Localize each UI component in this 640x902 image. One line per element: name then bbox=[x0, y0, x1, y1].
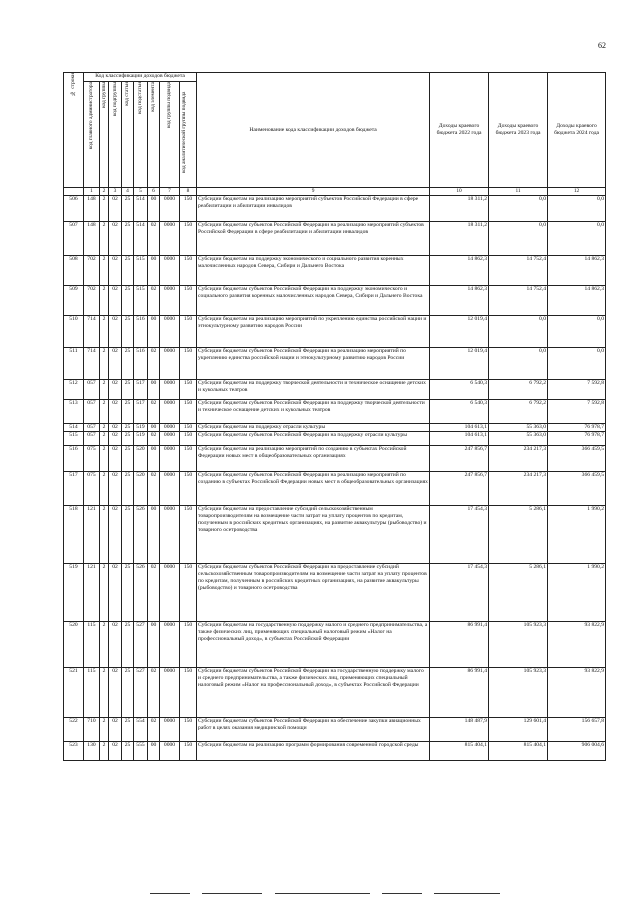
column-number: 12 bbox=[548, 188, 606, 196]
amount-cell: 247 856,7 bbox=[430, 446, 489, 472]
code-cell: 150 bbox=[180, 196, 197, 222]
amount-cell: 14 862,3 bbox=[548, 256, 606, 286]
header-code-col: код подстатьи bbox=[134, 82, 148, 188]
code-cell: 150 bbox=[180, 622, 197, 668]
code-cell: 516 bbox=[134, 316, 148, 348]
code-cell: 2 bbox=[100, 742, 109, 761]
code-cell: 0000 bbox=[160, 424, 180, 432]
table-row bbox=[64, 380, 606, 400]
amount-cell: 18 311,2 bbox=[430, 222, 489, 256]
amount-cell: 6 792,2 bbox=[489, 400, 548, 424]
table-row bbox=[64, 472, 606, 506]
income-name-cell: Субсидии бюджетам на поддержку экономического и социального развития коренных малочисленных народов Севера, Сибири и Дальнего Востока bbox=[197, 256, 430, 286]
code-cell: 115 bbox=[84, 668, 100, 718]
code-cell: 0000 bbox=[160, 400, 180, 424]
code-cell: 057 bbox=[84, 400, 100, 424]
header-code-col: код элемента bbox=[148, 82, 160, 188]
code-cell: 25 bbox=[122, 424, 134, 432]
column-number: 11 bbox=[489, 188, 548, 196]
code-cell: 02 bbox=[109, 380, 122, 400]
code-cell: 517 bbox=[134, 380, 148, 400]
code-cell: 150 bbox=[180, 222, 197, 256]
income-name-cell: Субсидии бюджетам субъектов Российской Федерации на предоставление субсидий сельскохозяйственным товаропроизводителям на возмещение части затрат на уплату процентов по кредитам, полученным в российских кредитных организациях, на развитие аквакультуры (рыбоводство) и товарного осетроводства bbox=[197, 564, 430, 622]
income-name-cell: Субсидии бюджетам субъектов Российской Федерации на поддержку экономического и социального развития коренных малочисленных народов Севера, Сибири и Дальнего Востока bbox=[197, 286, 430, 316]
code-cell: 25 bbox=[122, 742, 134, 761]
code-cell: 02 bbox=[109, 432, 122, 446]
table-row bbox=[64, 424, 606, 432]
code-cell: 521 bbox=[64, 668, 84, 718]
code-cell: 00 bbox=[148, 316, 160, 348]
income-name-cell: Субсидии бюджетам на предоставление субсидий сельскохозяйственным товаропроизводителям на возмещение части затрат на уплату процентов по кредитам, полученным в российских кредитных организациях, на развитие аквакультуры (рыбоводство) и товарного осетроводства bbox=[197, 506, 430, 564]
amount-cell: 5 286,1 bbox=[489, 564, 548, 622]
code-cell: 02 bbox=[109, 742, 122, 761]
header-code-col: код главного администратора bbox=[84, 82, 100, 188]
amount-cell: 6 540,3 bbox=[430, 380, 489, 400]
code-cell: 00 bbox=[148, 742, 160, 761]
code-cell: 0000 bbox=[160, 742, 180, 761]
code-cell: 057 bbox=[84, 424, 100, 432]
code-cell: 507 bbox=[64, 222, 84, 256]
amount-cell: 6 540,3 bbox=[430, 400, 489, 424]
code-cell: 526 bbox=[134, 564, 148, 622]
code-cell: 150 bbox=[180, 506, 197, 564]
code-cell: 25 bbox=[122, 622, 134, 668]
amount-cell: 0,0 bbox=[548, 196, 606, 222]
amount-cell: 17 454,3 bbox=[430, 564, 489, 622]
code-cell: 25 bbox=[122, 196, 134, 222]
amount-cell: 18 311,2 bbox=[430, 196, 489, 222]
code-cell: 517 bbox=[134, 400, 148, 424]
code-cell: 520 bbox=[134, 472, 148, 506]
code-cell: 25 bbox=[122, 400, 134, 424]
code-cell: 150 bbox=[180, 718, 197, 742]
code-cell: 150 bbox=[180, 256, 197, 286]
amount-cell: 55 363,0 bbox=[489, 424, 548, 432]
revenue-table bbox=[63, 72, 606, 761]
header-2024: Доходы краевого бюджета 2024 года bbox=[548, 73, 606, 188]
column-number: 8 bbox=[180, 188, 197, 196]
amount-cell: 14 862,3 bbox=[548, 286, 606, 316]
code-cell: 115 bbox=[84, 622, 100, 668]
code-cell: 057 bbox=[84, 380, 100, 400]
code-cell: 25 bbox=[122, 564, 134, 622]
column-number: 6 bbox=[148, 188, 160, 196]
code-cell: 150 bbox=[180, 446, 197, 472]
column-number: 2 bbox=[100, 188, 109, 196]
amount-cell: 906 004,6 bbox=[548, 742, 606, 761]
table-row bbox=[64, 506, 606, 564]
table-row bbox=[64, 718, 606, 742]
code-cell: 514 bbox=[134, 222, 148, 256]
amount-cell: 55 363,0 bbox=[489, 432, 548, 446]
code-cell: 506 bbox=[64, 196, 84, 222]
code-cell: 150 bbox=[180, 742, 197, 761]
code-cell: 523 bbox=[64, 742, 84, 761]
code-cell: 2 bbox=[100, 622, 109, 668]
amount-cell: 234 217,3 bbox=[489, 446, 548, 472]
code-cell: 519 bbox=[134, 432, 148, 446]
code-cell: 2 bbox=[100, 472, 109, 506]
header-2023: Доходы краевого бюджета 2023 года bbox=[489, 73, 548, 188]
code-cell: 02 bbox=[109, 286, 122, 316]
code-cell: 02 bbox=[109, 564, 122, 622]
amount-cell: 93 822,9 bbox=[548, 622, 606, 668]
amount-cell: 12 019,4 bbox=[430, 316, 489, 348]
code-cell: 25 bbox=[122, 668, 134, 718]
code-cell: 02 bbox=[109, 348, 122, 380]
amount-cell: 104 613,1 bbox=[430, 424, 489, 432]
code-cell: 2 bbox=[100, 286, 109, 316]
code-cell: 121 bbox=[84, 506, 100, 564]
column-number: 7 bbox=[160, 188, 180, 196]
code-cell: 0000 bbox=[160, 316, 180, 348]
amount-cell: 234 217,3 bbox=[489, 472, 548, 506]
column-number: 1 bbox=[84, 188, 100, 196]
code-cell: 509 bbox=[64, 286, 84, 316]
code-cell: 150 bbox=[180, 432, 197, 446]
code-cell: 527 bbox=[134, 622, 148, 668]
header-code-col: код группы подвида bbox=[160, 82, 180, 188]
amount-cell: 366 459,5 bbox=[548, 446, 606, 472]
code-cell: 0000 bbox=[160, 222, 180, 256]
code-cell: 2 bbox=[100, 400, 109, 424]
header-row-no: № строки bbox=[64, 73, 84, 188]
code-cell: 2 bbox=[100, 446, 109, 472]
code-cell: 25 bbox=[122, 256, 134, 286]
amount-cell: 148 487,9 bbox=[430, 718, 489, 742]
code-cell: 25 bbox=[122, 506, 134, 564]
header-code-col: код аналитической группы подвида bbox=[180, 82, 197, 188]
code-cell: 00 bbox=[148, 446, 160, 472]
income-name-cell: Субсидии бюджетам на государственную поддержку малого и среднего предпринимательства, а также физических лиц, применяющих специальный налоговый режим «Налог на профессиональный доход», в субъектах Российской Федерации bbox=[197, 622, 430, 668]
code-cell: 02 bbox=[109, 472, 122, 506]
code-cell: 00 bbox=[148, 256, 160, 286]
page-number: 62 bbox=[598, 41, 606, 50]
amount-cell: 366 459,5 bbox=[548, 472, 606, 506]
code-cell: 00 bbox=[148, 196, 160, 222]
income-name-cell: Субсидии бюджетам субъектов Российской Федерации на поддержку отрасли культуры bbox=[197, 432, 430, 446]
amount-cell: 156 657,8 bbox=[548, 718, 606, 742]
code-cell: 00 bbox=[148, 380, 160, 400]
code-cell: 02 bbox=[148, 668, 160, 718]
column-number: 5 bbox=[134, 188, 148, 196]
code-cell: 02 bbox=[109, 196, 122, 222]
code-cell: 2 bbox=[100, 380, 109, 400]
amount-cell: 76 978,7 bbox=[548, 424, 606, 432]
code-cell: 02 bbox=[109, 668, 122, 718]
amount-cell: 7 592,8 bbox=[548, 380, 606, 400]
code-cell: 2 bbox=[100, 316, 109, 348]
amount-cell: 7 592,8 bbox=[548, 400, 606, 424]
code-cell: 25 bbox=[122, 446, 134, 472]
code-cell: 02 bbox=[148, 222, 160, 256]
income-name-cell: Субсидии бюджетам субъектов Российской Федерации на государственную поддержку малого и среднего предпринимательства, а также физических лиц, применяющих специальный налоговый режим «Налог на профессиональный доход», в субъектах Российской Федерации bbox=[197, 668, 430, 718]
header-2022: Доходы краевого бюджета 2022 года bbox=[430, 73, 489, 188]
amount-cell: 1 990,2 bbox=[548, 506, 606, 564]
code-cell: 714 bbox=[84, 316, 100, 348]
code-cell: 511 bbox=[64, 348, 84, 380]
code-cell: 02 bbox=[109, 506, 122, 564]
code-cell: 25 bbox=[122, 380, 134, 400]
amount-cell: 815 404,1 bbox=[489, 742, 548, 761]
amount-cell: 5 286,1 bbox=[489, 506, 548, 564]
code-cell: 515 bbox=[134, 286, 148, 316]
code-cell: 527 bbox=[134, 668, 148, 718]
code-cell: 02 bbox=[148, 432, 160, 446]
code-cell: 25 bbox=[122, 348, 134, 380]
income-name-cell: Субсидии бюджетам субъектов Российской Федерации на поддержку творческой деятельности и техническое оснащение детских и кукольных театров bbox=[197, 400, 430, 424]
code-cell: 02 bbox=[148, 400, 160, 424]
code-cell: 150 bbox=[180, 348, 197, 380]
code-cell: 00 bbox=[148, 622, 160, 668]
footer-rules bbox=[150, 893, 500, 895]
code-cell: 710 bbox=[84, 718, 100, 742]
code-cell: 00 bbox=[148, 506, 160, 564]
code-cell: 0000 bbox=[160, 348, 180, 380]
code-cell: 2 bbox=[100, 256, 109, 286]
amount-cell: 76 978,7 bbox=[548, 432, 606, 446]
code-cell: 150 bbox=[180, 316, 197, 348]
code-cell: 514 bbox=[134, 196, 148, 222]
income-name-cell: Субсидии бюджетам на поддержку творческой деятельности и техническое оснащение детских и кукольных театров bbox=[197, 380, 430, 400]
code-cell: 2 bbox=[100, 432, 109, 446]
amount-cell: 14 862,3 bbox=[430, 286, 489, 316]
income-name-cell: Субсидии бюджетам субъектов Российской Федерации на обеспечение закупки авиационных работ в целях оказания медицинской помощи bbox=[197, 718, 430, 742]
code-cell: 0000 bbox=[160, 446, 180, 472]
income-name-cell: Субсидии бюджетам на реализацию программ формирования современной городской среды bbox=[197, 742, 430, 761]
code-cell: 02 bbox=[109, 316, 122, 348]
code-cell: 516 bbox=[64, 446, 84, 472]
code-cell: 02 bbox=[109, 256, 122, 286]
column-number: 3 bbox=[109, 188, 122, 196]
amount-cell: 105 923,3 bbox=[489, 622, 548, 668]
code-cell: 0000 bbox=[160, 472, 180, 506]
code-cell: 520 bbox=[134, 446, 148, 472]
amount-cell: 0,0 bbox=[489, 222, 548, 256]
code-cell: 02 bbox=[148, 718, 160, 742]
code-cell: 02 bbox=[109, 622, 122, 668]
column-numbers-row bbox=[64, 188, 606, 196]
code-cell: 25 bbox=[122, 286, 134, 316]
code-cell: 148 bbox=[84, 196, 100, 222]
header-code-col: код подгруппы bbox=[109, 82, 122, 188]
table-row bbox=[64, 348, 606, 380]
code-cell: 510 bbox=[64, 316, 84, 348]
amount-cell: 1 990,2 bbox=[548, 564, 606, 622]
table-row bbox=[64, 222, 606, 256]
amount-cell: 0,0 bbox=[548, 316, 606, 348]
code-cell: 2 bbox=[100, 196, 109, 222]
column-number: 10 bbox=[430, 188, 489, 196]
code-cell: 519 bbox=[64, 564, 84, 622]
table-row bbox=[64, 432, 606, 446]
code-cell: 150 bbox=[180, 424, 197, 432]
code-cell: 150 bbox=[180, 400, 197, 424]
code-cell: 0000 bbox=[160, 622, 180, 668]
code-cell: 520 bbox=[64, 622, 84, 668]
code-cell: 02 bbox=[148, 564, 160, 622]
code-cell: 02 bbox=[148, 472, 160, 506]
amount-cell: 0,0 bbox=[548, 222, 606, 256]
code-cell: 515 bbox=[64, 432, 84, 446]
code-cell: 121 bbox=[84, 564, 100, 622]
code-cell: 519 bbox=[134, 424, 148, 432]
income-name-cell: Субсидии бюджетам субъектов Российской Федерации на реализацию мероприятий субъектов Российской Федерации в сфере реабилитации и абилитации инвалидов bbox=[197, 222, 430, 256]
code-cell: 2 bbox=[100, 668, 109, 718]
code-cell: 25 bbox=[122, 222, 134, 256]
code-cell: 0000 bbox=[160, 380, 180, 400]
amount-cell: 247 856,7 bbox=[430, 472, 489, 506]
amount-cell: 12 019,4 bbox=[430, 348, 489, 380]
table-row bbox=[64, 564, 606, 622]
code-cell: 516 bbox=[134, 348, 148, 380]
code-cell: 512 bbox=[64, 380, 84, 400]
code-cell: 518 bbox=[64, 506, 84, 564]
amount-cell: 0,0 bbox=[489, 196, 548, 222]
code-cell: 02 bbox=[109, 222, 122, 256]
code-cell: 513 bbox=[64, 400, 84, 424]
code-cell: 714 bbox=[84, 348, 100, 380]
code-cell: 0000 bbox=[160, 432, 180, 446]
table-body bbox=[64, 196, 606, 761]
header-code-col: код группы bbox=[100, 82, 109, 188]
code-cell: 2 bbox=[100, 348, 109, 380]
column-number: 4 bbox=[122, 188, 134, 196]
code-cell: 075 bbox=[84, 472, 100, 506]
code-cell: 148 bbox=[84, 222, 100, 256]
code-cell: 508 bbox=[64, 256, 84, 286]
code-cell: 555 bbox=[134, 742, 148, 761]
column-number: 9 bbox=[197, 188, 430, 196]
header-name: Наименование кода классификации доходов бюджета bbox=[197, 73, 430, 188]
amount-cell: 86 991,4 bbox=[430, 668, 489, 718]
table-row bbox=[64, 742, 606, 761]
table-row bbox=[64, 668, 606, 718]
code-cell: 02 bbox=[109, 718, 122, 742]
code-cell: 2 bbox=[100, 718, 109, 742]
code-cell: 0000 bbox=[160, 668, 180, 718]
code-cell: 150 bbox=[180, 286, 197, 316]
code-cell: 0000 bbox=[160, 286, 180, 316]
code-cell: 702 bbox=[84, 286, 100, 316]
code-cell: 0000 bbox=[160, 256, 180, 286]
amount-cell: 104 613,1 bbox=[430, 432, 489, 446]
code-cell: 130 bbox=[84, 742, 100, 761]
amount-cell: 17 454,3 bbox=[430, 506, 489, 564]
code-cell: 02 bbox=[109, 400, 122, 424]
code-cell: 057 bbox=[84, 432, 100, 446]
code-cell: 2 bbox=[100, 222, 109, 256]
code-cell: 522 bbox=[64, 718, 84, 742]
amount-cell: 6 792,2 bbox=[489, 380, 548, 400]
income-name-cell: Субсидии бюджетам на поддержку отрасли культуры bbox=[197, 424, 430, 432]
table-row bbox=[64, 286, 606, 316]
code-cell: 02 bbox=[148, 348, 160, 380]
code-cell: 0000 bbox=[160, 564, 180, 622]
code-cell: 515 bbox=[134, 256, 148, 286]
code-cell: 2 bbox=[100, 564, 109, 622]
code-cell: 514 bbox=[64, 424, 84, 432]
code-cell: 702 bbox=[84, 256, 100, 286]
header-code-col: код статьи bbox=[122, 82, 134, 188]
amount-cell: 0,0 bbox=[548, 348, 606, 380]
income-name-cell: Субсидии бюджетам на реализацию мероприятий по созданию в субъектах Российской Федерации новых мест в общеобразовательных организациях bbox=[197, 446, 430, 472]
amount-cell: 0,0 bbox=[489, 348, 548, 380]
code-cell: 2 bbox=[100, 506, 109, 564]
code-cell: 25 bbox=[122, 472, 134, 506]
table-row bbox=[64, 622, 606, 668]
amount-cell: 14 752,4 bbox=[489, 256, 548, 286]
code-cell: 150 bbox=[180, 472, 197, 506]
code-cell: 00 bbox=[148, 424, 160, 432]
table-row bbox=[64, 256, 606, 286]
income-name-cell: Субсидии бюджетам на реализацию мероприятий субъектов Российской Федерации в сфере реабилитации и абилитации инвалидов bbox=[197, 196, 430, 222]
amount-cell: 93 822,9 bbox=[548, 668, 606, 718]
table-row bbox=[64, 446, 606, 472]
code-cell: 075 bbox=[84, 446, 100, 472]
code-cell: 0000 bbox=[160, 506, 180, 564]
income-name-cell: Субсидии бюджетам субъектов Российской Федерации на реализацию мероприятий по созданию в субъектах Российской Федерации новых мест в общеобразовательных организациях bbox=[197, 472, 430, 506]
code-cell: 0000 bbox=[160, 718, 180, 742]
code-cell: 0000 bbox=[160, 196, 180, 222]
amount-cell: 129 601,4 bbox=[489, 718, 548, 742]
code-cell: 25 bbox=[122, 316, 134, 348]
income-name-cell: Субсидии бюджетам на реализацию мероприятий по укреплению единства российской нации и этнокультурному развитию народов России bbox=[197, 316, 430, 348]
table-row bbox=[64, 400, 606, 424]
code-cell: 25 bbox=[122, 718, 134, 742]
code-cell: 25 bbox=[122, 432, 134, 446]
code-cell: 150 bbox=[180, 668, 197, 718]
code-cell: 517 bbox=[64, 472, 84, 506]
code-cell: 2 bbox=[100, 424, 109, 432]
table-row bbox=[64, 316, 606, 348]
table-row bbox=[64, 196, 606, 222]
code-cell: 150 bbox=[180, 564, 197, 622]
code-cell: 554 bbox=[134, 718, 148, 742]
amount-cell: 815 404,1 bbox=[430, 742, 489, 761]
code-cell: 02 bbox=[148, 286, 160, 316]
code-cell: 150 bbox=[180, 380, 197, 400]
income-name-cell: Субсидии бюджетам субъектов Российской Федерации на реализацию мероприятий по укреплению единства российской нации и этнокультурному развитию народов России bbox=[197, 348, 430, 380]
amount-cell: 86 991,4 bbox=[430, 622, 489, 668]
amount-cell: 0,0 bbox=[489, 316, 548, 348]
code-cell: 02 bbox=[109, 424, 122, 432]
amount-cell: 105 923,3 bbox=[489, 668, 548, 718]
header-group-title: Код классификации доходов бюджета bbox=[84, 73, 197, 82]
amount-cell: 14 752,4 bbox=[489, 286, 548, 316]
amount-cell: 14 862,3 bbox=[430, 256, 489, 286]
code-cell: 526 bbox=[134, 506, 148, 564]
code-cell: 02 bbox=[109, 446, 122, 472]
